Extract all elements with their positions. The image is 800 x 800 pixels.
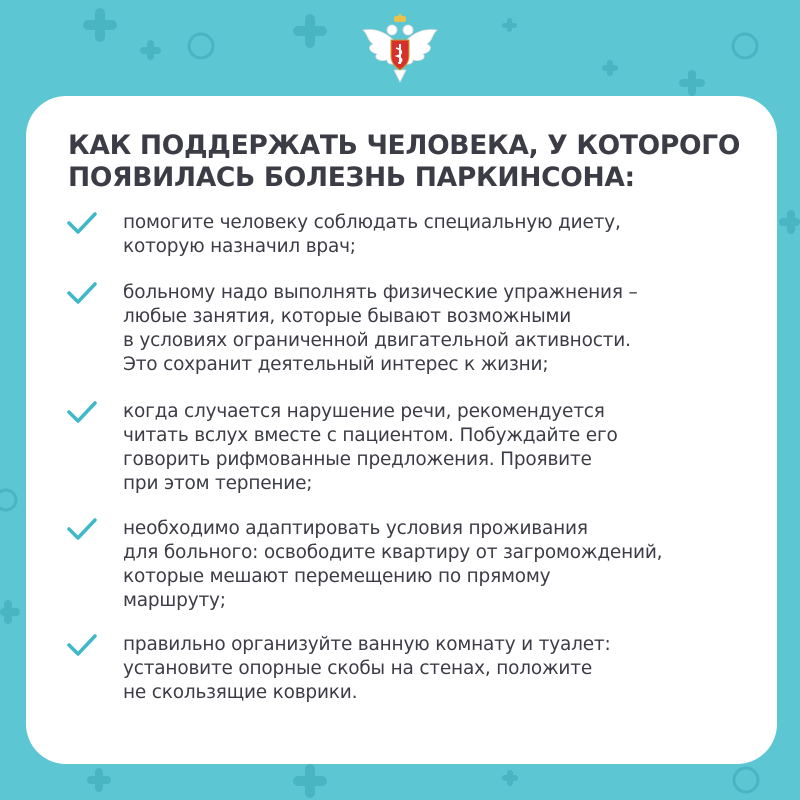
ring-icon [189, 34, 213, 58]
list-item-text: помогите человеку соблюдать специальную диету, которую назначил врач; [123, 212, 621, 257]
list-item-text: когда случается нарушение речи, рекомендуется читать вслух вместе с пациентом. Побуждайте его говорить рифмованные предложения. Проявите при этом терпение; [123, 401, 618, 494]
card-title [68, 130, 758, 194]
plus-icon [502, 18, 517, 32]
plus-icon [602, 60, 618, 76]
plus-icon [502, 770, 518, 786]
info-card [26, 96, 777, 764]
checkmark-icon [66, 211, 98, 235]
plus-icon [679, 70, 705, 96]
title-line: КАК ПОДДЕРЖАТЬ ЧЕЛОВЕКА, У КОТОРОГО [68, 130, 741, 161]
checkmark-icon [66, 400, 98, 424]
list-item-text: правильно организуйте ванную комнату и туалет: установите опорные скобы на стенах, положите не скользящие коврики. [123, 634, 611, 703]
plus-icon [293, 764, 327, 798]
ring-icon [733, 34, 757, 58]
plus-icon [83, 8, 117, 42]
plus-icon [779, 210, 800, 234]
ring-icon [734, 768, 758, 792]
plus-icon [0, 600, 20, 624]
ring-icon [0, 490, 16, 510]
plus-icon [293, 14, 327, 48]
title-line: ПОЯВИЛАСЬ БОЛЕЗНЬ ПАРКИНСОНА: [68, 162, 635, 193]
plus-icon [87, 768, 111, 792]
list-item-text: необходимо адаптировать условия проживания для больного: освободите квартиру от загромождений, которые мешают перемещению по прямому маршруту; [123, 518, 663, 611]
eagle-emblem-icon [361, 14, 439, 86]
checkmark-icon [66, 281, 98, 305]
checkmark-icon [66, 517, 98, 541]
checkmark-icon [66, 633, 98, 657]
list-item-text: больному надо выполнять физические упражнения – любые занятия, которые бывают возможными в условиях ограниченной двигательной активности. Это сохранит деятельный интерес к жизни; [123, 282, 638, 375]
plus-icon [140, 40, 161, 60]
